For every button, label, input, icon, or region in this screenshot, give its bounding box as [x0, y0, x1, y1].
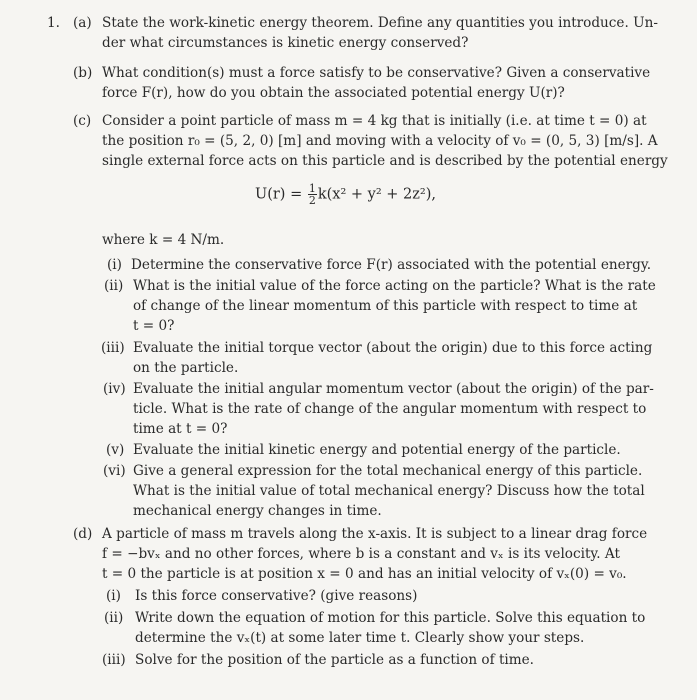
part-c-v-label: (v)	[106, 442, 125, 458]
part-c-i-label: (i)	[107, 257, 122, 273]
part-d-i-label: (i)	[106, 588, 121, 604]
part-c-ii-label: (ii)	[104, 278, 124, 294]
part-a-line: State the work-kinetic energy theorem. Define any quantities you introduce. Un-	[102, 15, 658, 31]
part-c-i-line: Determine the conservative force F(r) associated with the potential energy.	[131, 257, 652, 273]
part-c-vi-label: (vi)	[103, 463, 126, 479]
potential-energy-equation	[255, 183, 436, 206]
part-a-line: der what circumstances is kinetic energy conserved?	[102, 35, 469, 51]
part-b-line: What condition(s) must a force satisfy to be conservative? Given a conservative	[102, 65, 651, 81]
part-c-iv-line: ticle. What is the rate of change of the angular momentum with respect to	[133, 401, 647, 417]
part-c-label: (c)	[73, 113, 92, 129]
part-d-ii-line: determine the vₓ(t) at some later time t. Clearly show your steps.	[135, 630, 585, 646]
part-c-line: Consider a point particle of mass m = 4 kg that is initially (i.e. at time t = 0) at	[102, 113, 647, 129]
part-c-iv-line: time at t = 0?	[133, 421, 228, 437]
part-c-iii-line: on the particle.	[133, 360, 239, 376]
equation-fraction	[308, 183, 317, 206]
part-c-ii-line: of change of the linear momentum of this particle with respect to time at	[133, 298, 638, 314]
part-c-ii-line: What is the initial value of the force acting on the particle? What is the rate	[133, 278, 656, 294]
part-c-iv-label: (iv)	[103, 381, 126, 397]
part-b-line: force F(r), how do you obtain the associated potential energy U(r)?	[102, 85, 565, 101]
question-number: 1.	[47, 15, 60, 31]
part-c-line: the position r₀ = (5, 2, 0) [m] and moving with a velocity of v₀ = (0, 5, 3) [m/s]. A	[102, 133, 658, 149]
part-d-line: A particle of mass m travels along the x-axis. It is subject to a linear drag force	[102, 526, 648, 542]
equation-rhs: k(x² + y² + 2z²),	[317, 186, 436, 203]
part-c-vi-line: Give a general expression for the total mechanical energy of this particle.	[133, 463, 643, 479]
part-b-label: (b)	[73, 65, 93, 81]
part-c-iii-label: (iii)	[101, 340, 125, 356]
part-d-ii-line: Write down the equation of motion for this particle. Solve this equation to	[135, 610, 646, 626]
fraction-numerator: 1	[308, 182, 316, 195]
equation-lhs: U(r) =	[255, 186, 307, 203]
part-d-line: t = 0 the particle is at position x = 0 and has an initial velocity of vₓ(0) = v₀.	[102, 566, 627, 582]
part-d-line: f = −bvₓ and no other forces, where b is a constant and vₓ is its velocity. At	[102, 546, 620, 562]
part-c-vi-line: mechanical energy changes in time.	[133, 503, 382, 519]
part-c-ii-line: t = 0?	[133, 318, 175, 334]
part-c-where: where k = 4 N/m.	[102, 232, 225, 248]
fraction-denominator: 2	[308, 194, 316, 207]
part-c-vi-line: What is the initial value of total mechanical energy? Discuss how the total	[133, 483, 645, 499]
part-c-v-line: Evaluate the initial kinetic energy and potential energy of the particle.	[133, 442, 621, 458]
part-d-iii-label: (iii)	[102, 652, 126, 668]
part-a-label: (a)	[73, 15, 92, 31]
part-d-i-line: Is this force conservative? (give reasons)	[135, 588, 418, 604]
part-d-iii-line: Solve for the position of the particle as a function of time.	[135, 652, 535, 668]
part-c-line: single external force acts on this particle and is described by the potential energy	[102, 153, 668, 169]
part-d-label: (d)	[73, 526, 93, 542]
part-c-iv-line: Evaluate the initial angular momentum vector (about the origin) of the par-	[133, 381, 654, 397]
part-d-ii-label: (ii)	[104, 610, 124, 626]
part-c-iii-line: Evaluate the initial torque vector (about the origin) due to this force acting	[133, 340, 653, 356]
